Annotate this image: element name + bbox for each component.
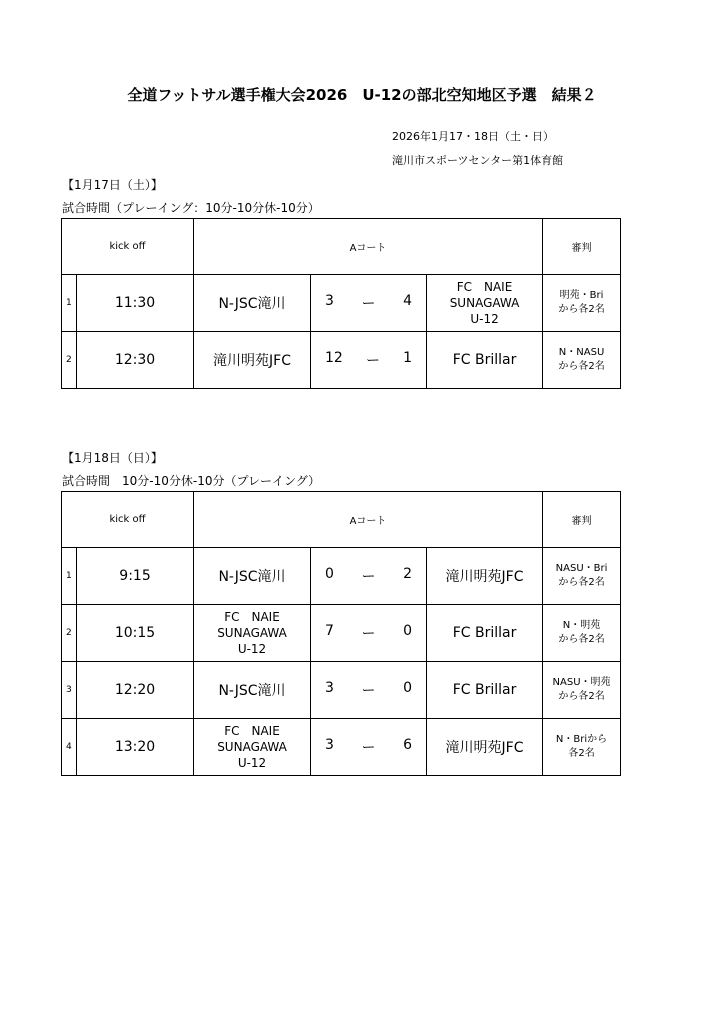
- home-score: 3: [325, 737, 334, 753]
- score-dash: ー: [361, 569, 376, 585]
- score: [311, 332, 427, 389]
- referee-header: 審判: [543, 219, 621, 275]
- referee-line: 各2名: [568, 748, 595, 759]
- referee-assignment: [543, 332, 621, 389]
- home-team: [194, 275, 311, 332]
- referee-assignment: [543, 605, 621, 662]
- court-header: Aコート: [194, 492, 543, 548]
- home-team-line: N-JSC滝川: [218, 569, 286, 585]
- score-dash: ー: [361, 683, 376, 699]
- home-team: [194, 332, 311, 389]
- referee-line: から各2名: [558, 304, 605, 315]
- home-team-line: SUNAGAWA: [217, 740, 287, 754]
- day2-results-table: [61, 491, 621, 776]
- court-header: Aコート: [194, 219, 543, 275]
- home-team-line: FC NAIE: [224, 724, 280, 738]
- match-number: 3: [62, 662, 77, 719]
- referee-assignment: [543, 662, 621, 719]
- kickoff-header: kick off: [62, 492, 194, 548]
- away-team-line: FC Brillar: [452, 682, 517, 698]
- home-team: [194, 605, 311, 662]
- home-score: 7: [325, 623, 334, 639]
- home-team-line: SUNAGAWA: [217, 626, 287, 640]
- referee-line: NASU・明苑: [552, 677, 611, 688]
- referee-assignment: [543, 719, 621, 776]
- match-number: 1: [62, 548, 77, 605]
- match-row: [62, 548, 621, 605]
- referee-assignment: [543, 548, 621, 605]
- match-number: 2: [62, 332, 77, 389]
- score: [311, 548, 427, 605]
- referee-line: N・NASU: [558, 347, 605, 358]
- away-team-line: SUNAGAWA: [449, 296, 520, 310]
- away-team-line: FC NAIE: [456, 280, 513, 294]
- page-title: 全道フットサル選手権大会2026 U-12の部北空知地区予選 結果２: [127, 86, 597, 104]
- match-number: 2: [62, 605, 77, 662]
- referee-line: から各2名: [558, 577, 605, 588]
- kickoff-time: 12:30: [77, 332, 194, 389]
- away-team: [427, 719, 543, 776]
- referee-line: N・明苑: [562, 620, 601, 631]
- home-team: [194, 662, 311, 719]
- kickoff-time: 9:15: [77, 548, 194, 605]
- referee-line: から各2名: [558, 361, 605, 372]
- match-row: [62, 662, 621, 719]
- away-score: 2: [403, 566, 413, 582]
- score-line: [311, 623, 426, 643]
- day2-heading: 【1月18日（日）】: [62, 451, 163, 465]
- kickoff-time: 11:30: [77, 275, 194, 332]
- score-line: [311, 737, 426, 757]
- home-team: [194, 719, 311, 776]
- kickoff-time: 10:15: [77, 605, 194, 662]
- day2-time-rule: 試合時間 10分-10分休-10分（プレーイング）: [62, 474, 321, 488]
- kickoff-header: kick off: [62, 219, 194, 275]
- away-team-line: FC Brillar: [452, 352, 517, 368]
- home-team-line: N-JSC滝川: [218, 296, 286, 312]
- home-score: 0: [325, 566, 334, 582]
- kickoff-time: 12:20: [77, 662, 194, 719]
- referee-assignment: [543, 275, 621, 332]
- score-line: [311, 680, 426, 700]
- event-date: 2026年1月17・18日（土・日）: [392, 130, 554, 143]
- away-team-line: 滝川明苑JFC: [445, 740, 524, 756]
- away-score: 4: [403, 293, 413, 309]
- away-team: [427, 548, 543, 605]
- home-team-line: U-12: [237, 756, 267, 770]
- match-row: [62, 332, 621, 389]
- away-score: 6: [403, 737, 413, 753]
- away-team: [427, 275, 543, 332]
- away-team: [427, 332, 543, 389]
- referee-line: N・Briから: [555, 734, 608, 745]
- referee-line: 明苑・Bri: [559, 290, 604, 301]
- score-line: [311, 566, 426, 586]
- home-team-line: FC NAIE: [224, 610, 280, 624]
- away-team-line: U-12: [470, 312, 499, 326]
- match-number: 4: [62, 719, 77, 776]
- home-team: [194, 548, 311, 605]
- away-score: 1: [403, 350, 413, 366]
- score: [311, 275, 427, 332]
- home-team-line: 滝川明苑JFC: [213, 353, 291, 369]
- score: [311, 719, 427, 776]
- away-score: 0: [403, 623, 413, 639]
- home-team-line: N-JSC滝川: [218, 683, 286, 699]
- away-team: [427, 605, 543, 662]
- day1-heading: 【1月17日（土）】: [62, 178, 163, 192]
- home-score: 12: [325, 350, 343, 366]
- header-row: [62, 492, 621, 548]
- day1-results-table: [61, 218, 621, 389]
- score-dash: ー: [365, 353, 380, 369]
- home-score: 3: [325, 293, 334, 309]
- home-score: 3: [325, 680, 334, 696]
- away-team-line: 滝川明苑JFC: [445, 569, 524, 585]
- away-team: [427, 662, 543, 719]
- referee-line: から各2名: [558, 691, 605, 702]
- match-row: [62, 605, 621, 662]
- event-venue: 滝川市スポーツセンター第1体育館: [392, 154, 564, 167]
- home-team-line: U-12: [237, 642, 267, 656]
- kickoff-time: 13:20: [77, 719, 194, 776]
- score: [311, 605, 427, 662]
- score-line: [311, 350, 426, 370]
- score-dash: ー: [361, 296, 376, 312]
- away-team-line: FC Brillar: [452, 625, 517, 641]
- score: [311, 662, 427, 719]
- match-number: 1: [62, 275, 77, 332]
- match-row: [62, 719, 621, 776]
- match-row: [62, 275, 621, 332]
- referee-line: NASU・Bri: [555, 563, 608, 574]
- score-line: [311, 293, 426, 313]
- referee-line: から各2名: [558, 634, 605, 645]
- score-dash: ー: [361, 740, 376, 756]
- away-score: 0: [403, 680, 413, 696]
- score-dash: ー: [361, 626, 376, 642]
- referee-header: 審判: [543, 492, 621, 548]
- header-row: [62, 219, 621, 275]
- day1-time-rule: 試合時間（プレーイング：10分-10分休-10分）: [62, 201, 320, 215]
